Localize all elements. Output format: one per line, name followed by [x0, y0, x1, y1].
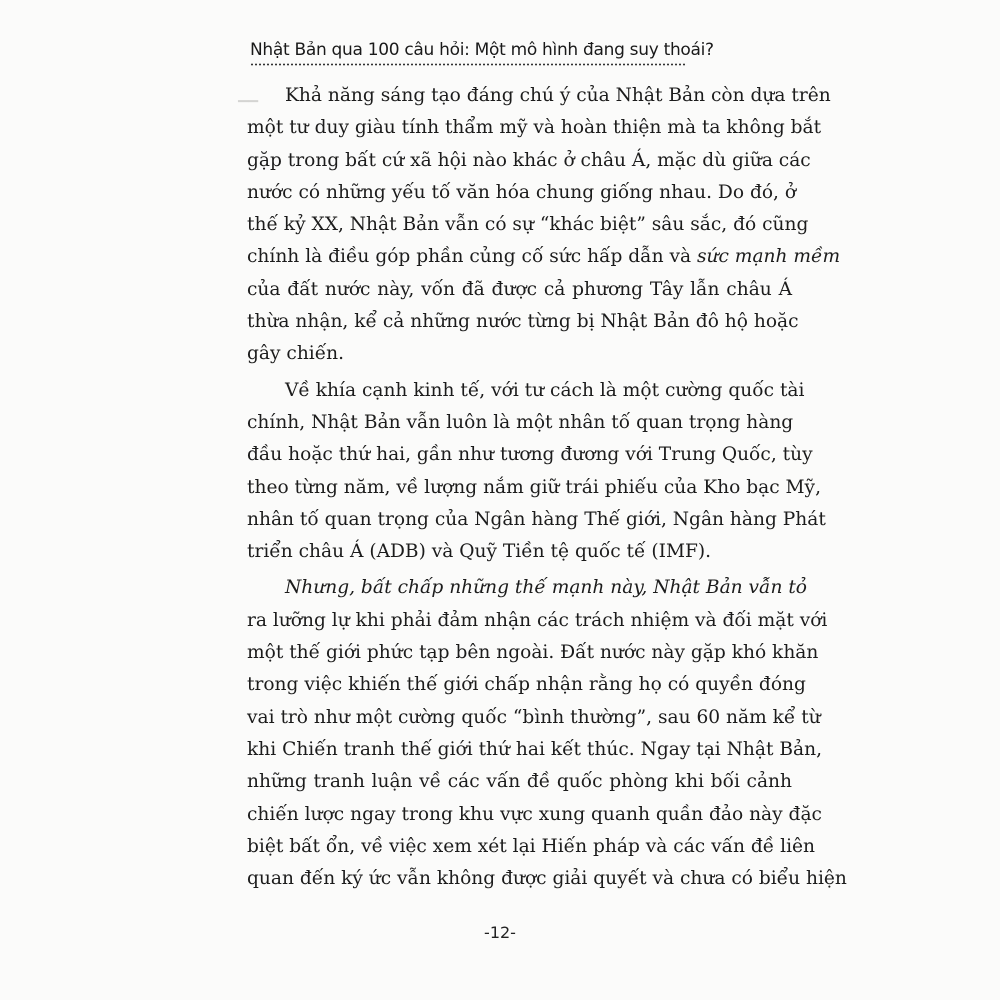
running-header: Nhật Bản qua 100 câu hỏi: Một mô hình đang suy thoái? [250, 40, 714, 60]
paragraph-1 [247, 80, 841, 371]
text-line: gây chiến. [247, 343, 345, 365]
text-line: Khả năng sáng tạo đáng chú ý của Nhật Bản còn dựa trên [285, 85, 831, 106]
text-line: một tư duy giàu tính thẩm mỹ và hoàn thiện mà ta không bắt [247, 117, 822, 139]
text-line: của đất nước này, vốn đã được cả phương Tây lẫn châu Á [247, 278, 792, 300]
text-line: những tranh luận về các vấn đề quốc phòng khi bối cảnh [247, 771, 792, 793]
text-line: quan đến ký ức vẫn không được giải quyết và chưa có biểu hiện [247, 868, 847, 890]
text-line: trong việc khiến thế giới chấp nhận rằng họ có quyền đóng [247, 674, 806, 696]
text-line: biệt bất ổn, về việc xem xét lại Hiến pháp và các vấn đề liên [247, 835, 816, 857]
italic-term: sức mạnh mềm [696, 246, 841, 268]
paragraph-3 [247, 572, 847, 895]
text-line: nước có những yếu tố văn hóa chung giống nhau. Do đó, ở [247, 181, 797, 203]
text-line: vai trò như một cường quốc “bình thường”, sau 60 năm kể từ [247, 706, 821, 728]
text-line: khi Chiến tranh thế giới thứ hai kết thúc. Ngay tại Nhật Bản, [247, 738, 823, 760]
text-line: một thế giới phức tạp bên ngoài. Đất nước này gặp khó khăn [247, 642, 819, 664]
text-run: chính là điều góp phần củng cố sức hấp dẫn và [247, 246, 697, 268]
italic-text-line: Nhưng, bất chấp những thế mạnh này, Nhật Bản vẫn tỏ [285, 577, 807, 599]
text-line: chính, Nhật Bản vẫn luôn là một nhân tố quan trọng hàng [247, 411, 794, 433]
text-line: nhân tố quan trọng của Ngân hàng Thế giới, Ngân hàng Phát [247, 508, 826, 530]
text-line-with-italic [247, 241, 841, 273]
text-line: thế kỷ XX, Nhật Bản vẫn có sự “khác biệt” sâu sắc, đó cũng [247, 214, 809, 236]
text-line: thừa nhận, kể cả những nước từng bị Nhật Bản đô hộ hoặc [247, 311, 799, 333]
paragraph-2 [247, 375, 826, 569]
text-line: Về khía cạnh kinh tế, với tư cách là một cường quốc tài [285, 379, 805, 401]
text-line: gặp trong bất cứ xã hội nào khác ở châu Á, mặc dù giữa các [247, 149, 811, 171]
text-line: chiến lược ngay trong khu vực xung quanh quần đảo này đặc [247, 803, 822, 825]
show-through-mark: ▁▁ [238, 88, 258, 103]
text-line: ra lưỡng lự khi phải đảm nhận các trách nhiệm và đối mặt với [247, 609, 828, 631]
body-text [247, 80, 847, 895]
text-line: theo từng năm, về lượng nắm giữ trái phiếu của Kho bạc Mỹ, [247, 476, 821, 498]
page-number: -12- [484, 923, 516, 942]
text-line: đầu hoặc thứ hai, gần như tương đương với Trung Quốc, tùy [247, 444, 813, 466]
text-line: triển châu Á (ADB) và Quỹ Tiền tệ quốc tế (IMF). [247, 541, 712, 563]
header-dotted-rule [250, 63, 685, 66]
